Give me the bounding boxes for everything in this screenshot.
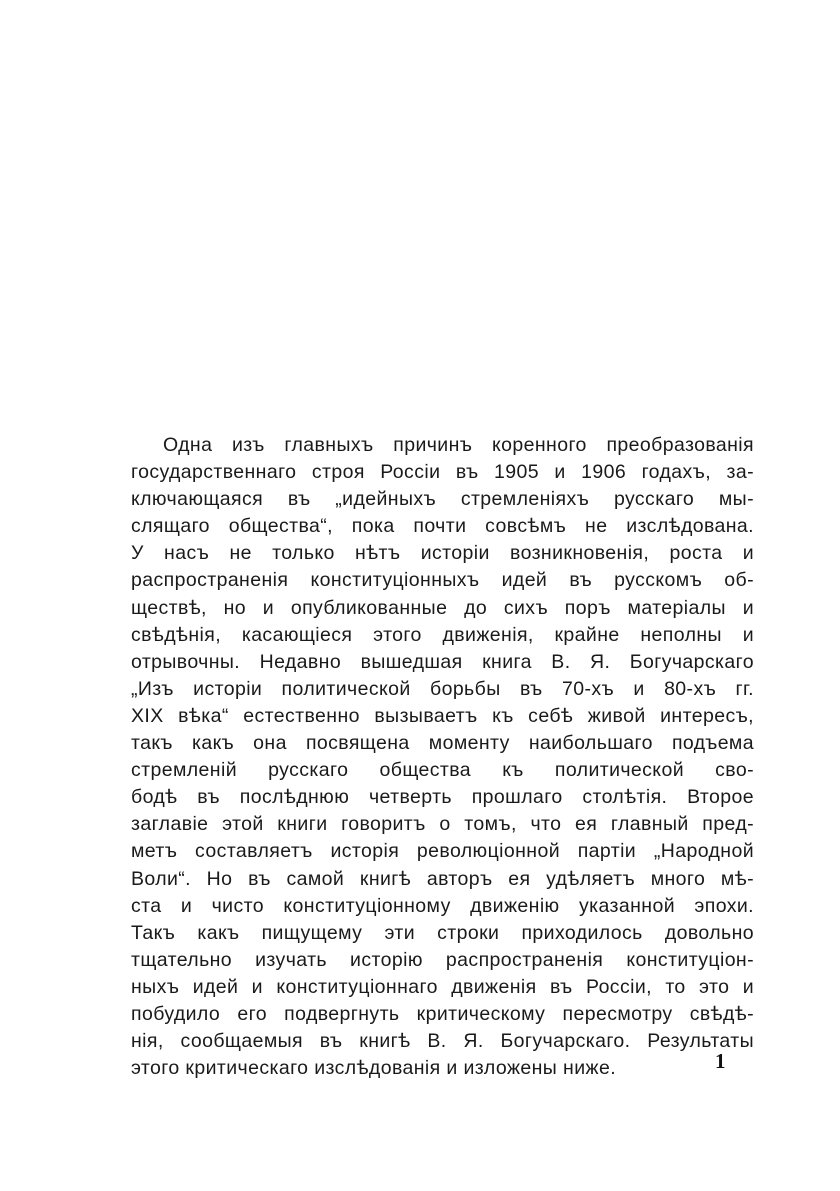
paragraph-line: бодѣ въ послѣднюю четверть прошлаго столѣтія. Второе [131, 786, 754, 809]
paragraph-line: заглавіе этой книги говоритъ о томъ, что ея главный пред- [131, 813, 754, 836]
paragraph-line: метъ составляетъ исторія революціонной партіи „Народной [131, 840, 754, 863]
paragraph-line: Воли“. Но въ самой книгѣ авторъ ея удѣляетъ много мѣ- [131, 867, 754, 890]
paragraph-line: государственнаго строя Россіи въ 1905 и 1906 годахъ, за- [131, 461, 754, 484]
paragraph-line: ключающаяся въ „идейныхъ стремленіяхъ русскаго мы- [131, 488, 754, 511]
paragraph-line: такъ какъ она посвящена моменту наибольшаго подъема [131, 732, 754, 755]
body-paragraph [131, 432, 754, 1082]
paragraph-line: Такъ какъ пищущему эти строки приходилось довольно [131, 921, 754, 944]
paragraph-line: свѣдѣнія, касающіеся этого движенія, крайне неполны и [131, 623, 754, 646]
paragraph-line: ществѣ, но и опубликованные до сихъ поръ матеріалы и [131, 596, 754, 619]
paragraph-line: XIX вѣка“ естественно вызываетъ къ себѣ живой интересъ, [131, 704, 754, 727]
page-number: 1 [715, 1049, 726, 1073]
paragraph-line: слящаго общества“, пока почти совсѣмъ не изслѣдована. [131, 515, 754, 538]
paragraph-line: „Изъ исторіи политической борьбы въ 70-хъ и 80-хъ гг. [131, 677, 754, 700]
paragraph-line: нія, сообщаемыя въ книгѣ В. Я. Богучарскаго. Результаты [131, 1030, 754, 1053]
paragraph-line: распространенія конституціонныхъ идей въ русскомъ об- [131, 569, 754, 592]
paragraph-line: тщательно изучать исторію распространенія конституціон- [131, 948, 754, 971]
paragraph-line: отрывочны. Недавно вышедшая книга В. Я. Богучарскаго [131, 650, 754, 673]
paragraph-line: ныхъ идей и конституціоннаго движенія въ Россіи, то это и [131, 975, 754, 998]
paragraph-line: стремленій русскаго общества къ политической сво- [131, 759, 754, 782]
paragraph-line: У насъ не только нѣтъ исторіи возникновенія, роста и [131, 542, 754, 565]
paragraph-line: побудило его подвергнуть критическому пересмотру свѣдѣ- [131, 1002, 754, 1025]
paragraph-line: ста и чисто конституціонному движенію указанной эпохи. [131, 894, 754, 917]
paragraph-line: Одна изъ главныхъ причинъ коренного преобразованія [163, 434, 754, 456]
paragraph-line: этого критическаго изслѣдованія и изложены ниже. [131, 1057, 617, 1080]
